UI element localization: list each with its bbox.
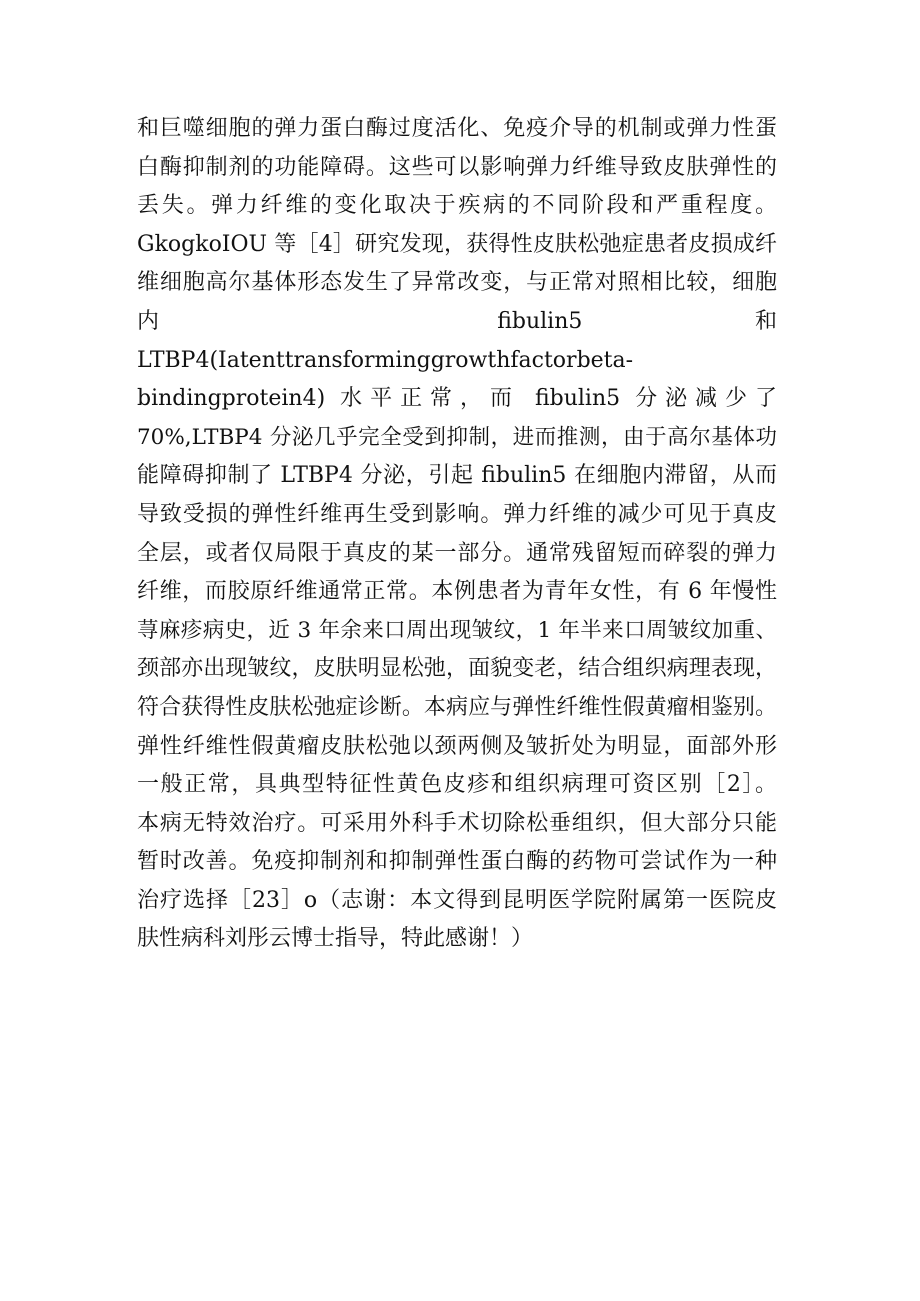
text-line: 荨麻疹病史，近 3 年余来口周出现皱纹，1 年半来口周皱纹加重、 — [137, 617, 777, 643]
text-line: 内 fibulin5 和 — [137, 308, 777, 334]
text-line: 本病无特效治疗。可采用外科手术切除松垂组织，但大部分只能 — [137, 810, 777, 836]
text-line: 弹性纤维性假黄瘤皮肤松弛以颈两侧及皱折处为明显，面部外形 — [137, 733, 777, 759]
text-line: 符合获得性皮肤松弛症诊断。本病应与弹性纤维性假黄瘤相鉴别。 — [137, 694, 777, 720]
text-line: 丢失。弹力纤维的变化取决于疾病的不同阶段和严重程度。 — [137, 193, 777, 219]
text-line: 导致受损的弹性纤维再生受到影响。弹力纤维的减少可见于真皮 — [137, 501, 777, 527]
text-line: 70%,LTBP4 分泌几乎完全受到抑制，进而推测，由于高尔基体功 — [137, 424, 777, 450]
text-line: LTBP4(Iatenttransforminggrowthfactorbeta- — [137, 347, 634, 373]
text-line: 维细胞高尔基体形态发生了异常改变，与正常对照相比较，细胞 — [137, 270, 777, 296]
text-line: 治疗选择［23］o（志谢：本文得到昆明医学院附属第一医院皮 — [137, 887, 777, 913]
text-line: GkogkoIOU 等［4］研究发现，获得性皮肤松弛症患者皮损成纤 — [137, 231, 777, 257]
text-line: 白酶抑制剂的功能障碍。这些可以影响弹力纤维导致皮肤弹性的 — [137, 154, 777, 180]
text-line: 能障碍抑制了 LTBP4 分泌，引起 fibulin5 在细胞内滞留，从而 — [137, 463, 777, 489]
text-line: 肤性病科刘彤云博士指导，特此感谢！） — [137, 926, 534, 952]
text-line: 和巨噬细胞的弹力蛋白酶过度活化、免疫介导的机制或弹力性蛋 — [137, 116, 777, 141]
text-line: 全层，或者仅局限于真皮的某一部分。通常残留短而碎裂的弹力 — [137, 540, 777, 566]
text-line: 纤维，而胶原纤维通常正常。本例患者为青年女性，有 6 年慢性 — [137, 579, 777, 605]
body-paragraph — [137, 110, 777, 959]
text-line: bindingprotein4) 水平正常，而 fibulin5 分泌减少了 — [137, 386, 777, 412]
text-line: 暂时改善。免疫抑制剂和抑制弹性蛋白酶的药物可尝试作为一种 — [137, 849, 777, 875]
text-line: 颈部亦出现皱纹，皮肤明显松弛，面貌变老，结合组织病理表现， — [137, 656, 777, 682]
text-line: 一般正常，具典型特征性黄色皮疹和组织病理可资区别［2］。 — [137, 772, 777, 798]
